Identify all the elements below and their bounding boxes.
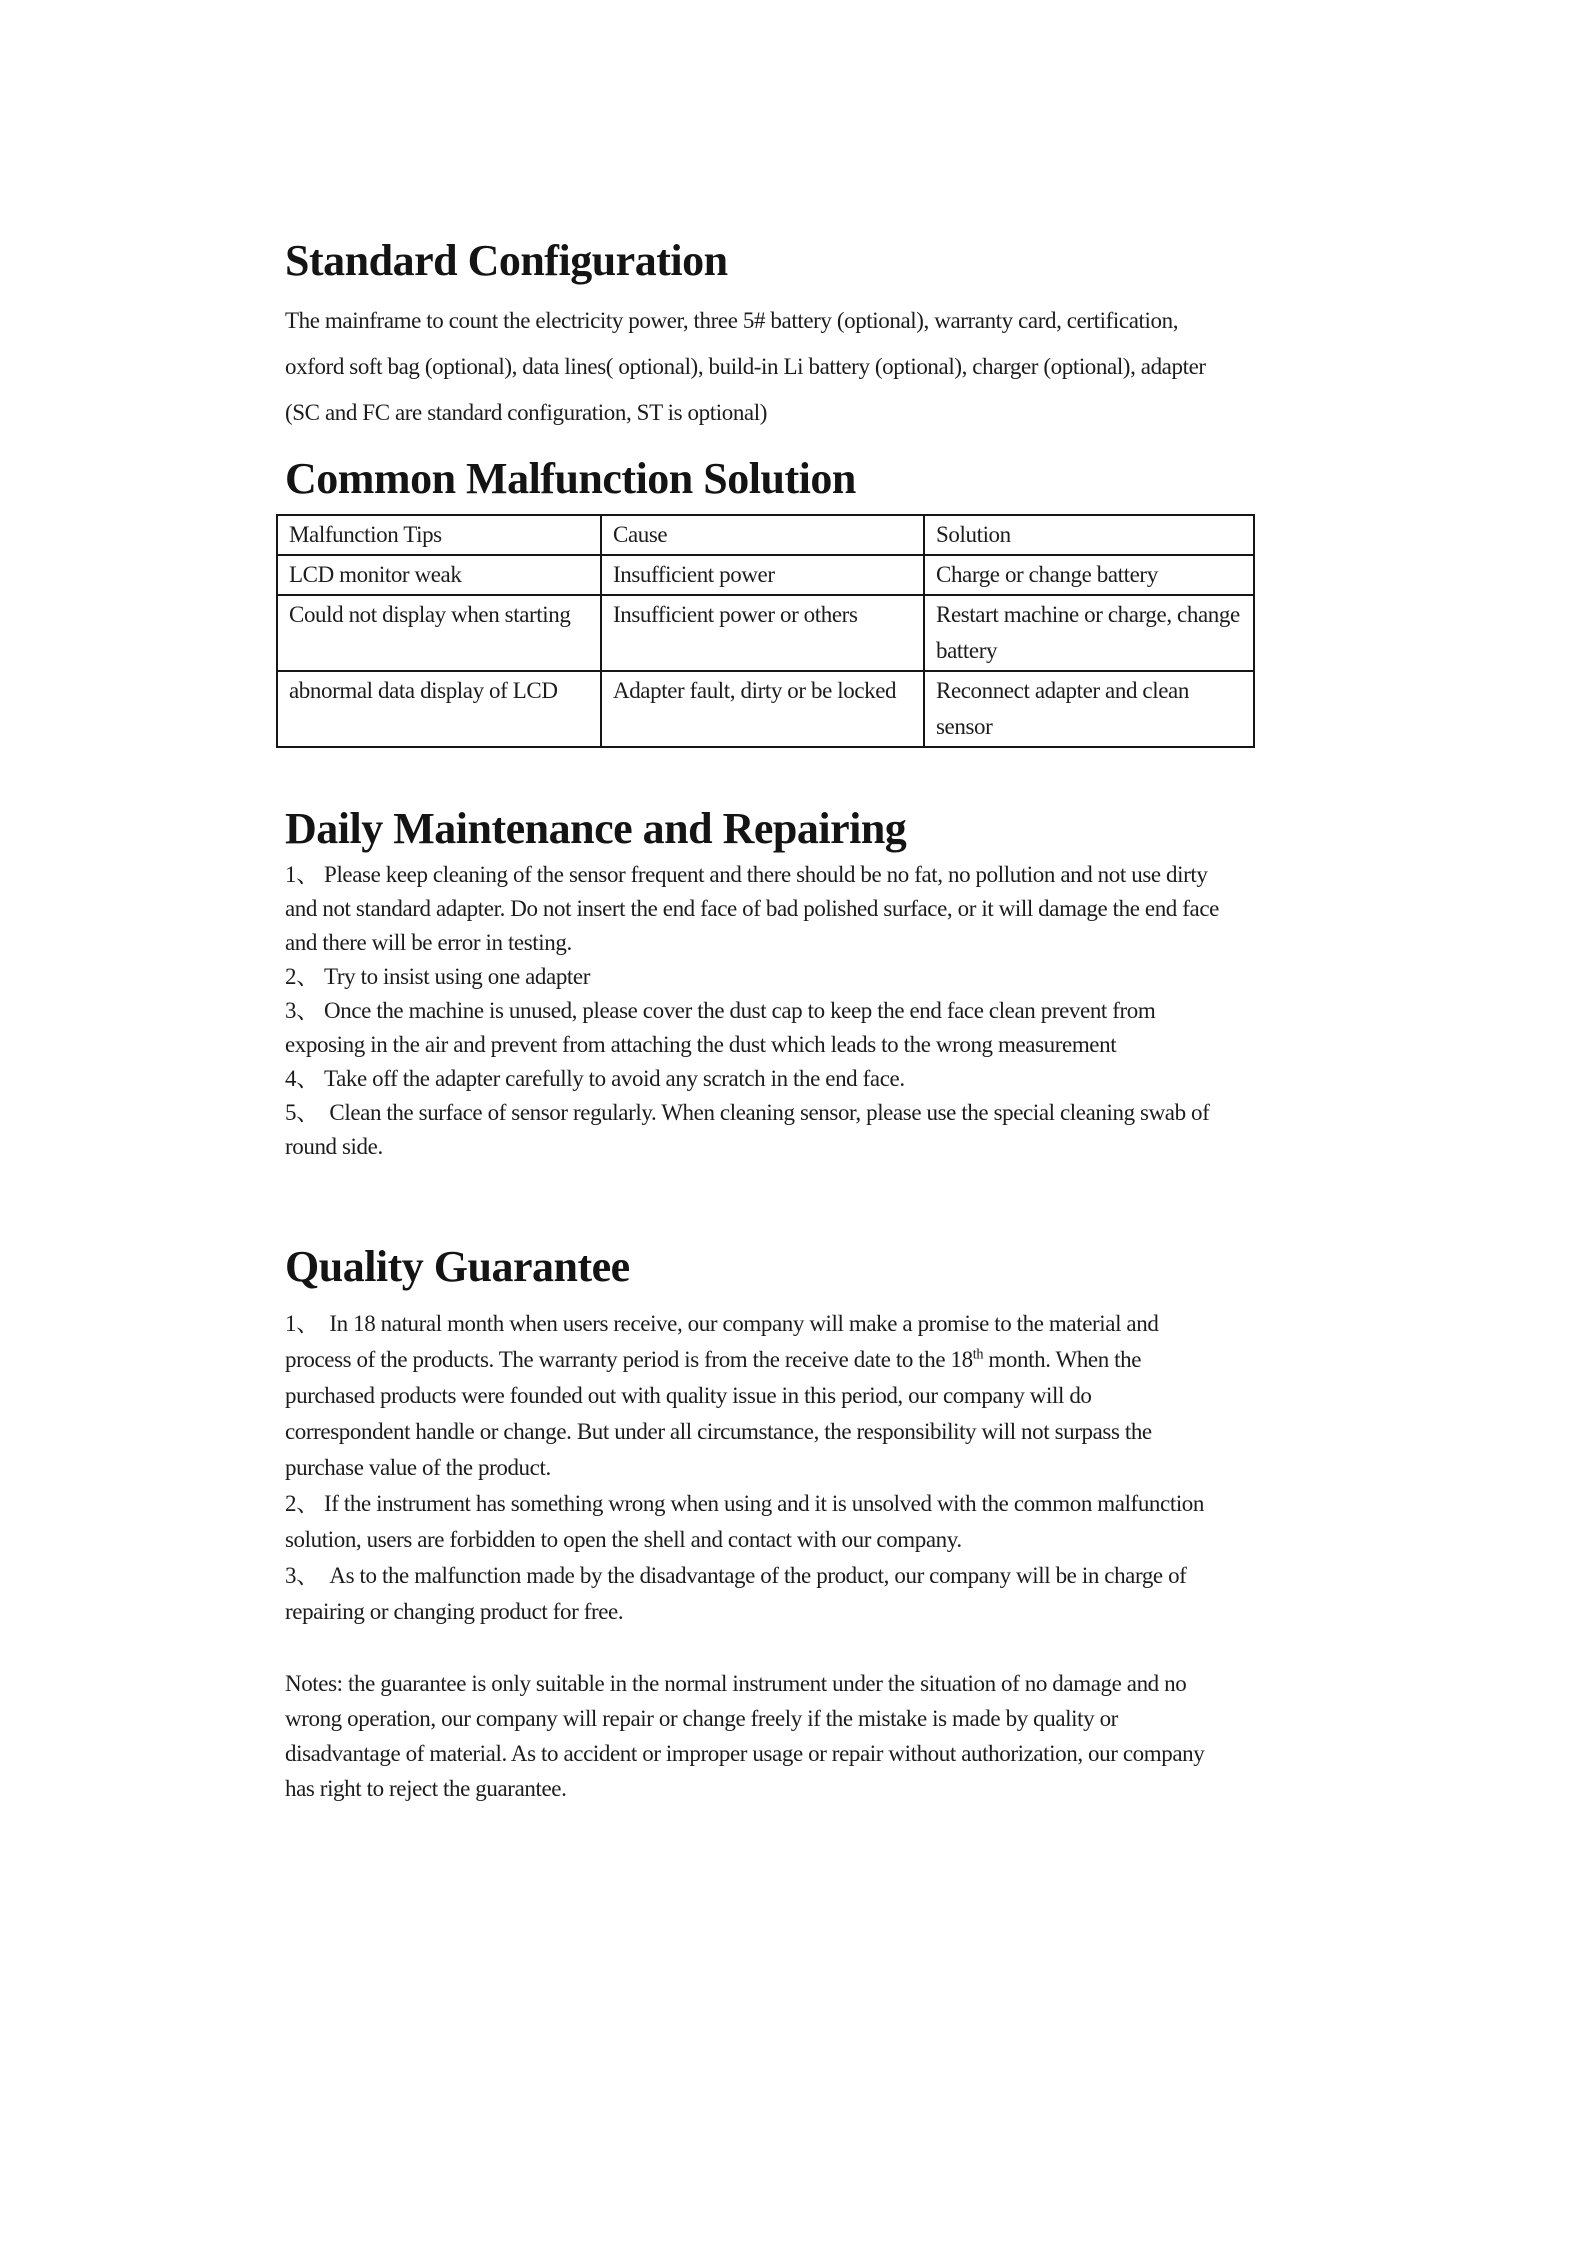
page-content [285,236,1240,1806]
cell-cause: Adapter fault, dirty or be locked [601,671,924,747]
table-row [277,595,1254,671]
standard-configuration-paragraph: The mainframe to count the electricity power, three 5# battery (optional), warranty card, certification, oxford soft bag (optional), data lines( optional), build-in Li battery (optional), charger (optional), adapter (SC and FC are standard configuration, ST is optional) [285,308,1212,425]
section-common-malfunction-solution [285,454,1240,748]
quality-guarantee-item: 3、 As to the malfunction made by the disadvantage of the product, our company will be in charge of repairing or changing product for free. [285,1563,1192,1624]
daily-maintenance-item: 5、 Clean the surface of sensor regularly. When cleaning sensor, please use the special cleaning swab of round side. [285,1100,1215,1159]
cell-cause: Insufficient power [601,555,924,595]
column-header-cause: Cause [601,515,924,555]
section-daily-maintenance [285,804,1225,1164]
cell-cause: Insufficient power or others [601,595,924,671]
ordinal-superscript: th [972,1346,984,1363]
quality-guarantee-item: 2、 If the instrument has something wrong when using and it is unsolved with the common malfunction solution, users are forbidden to open the shell and contact with our company. [285,1491,1210,1552]
cell-malfunction-tip: LCD monitor weak [277,555,601,595]
daily-maintenance-item: 4、 Take off the adapter carefully to avoid any scratch in the end face. [285,1066,905,1091]
malfunction-table-header-row [277,515,1254,555]
cell-solution: Charge or change battery [924,555,1254,595]
quality-item-text-after-superscript: month. When the purchased products were founded out with quality issue in this period, our company will do correspondent handle or change. But under all circumstance, the responsibility will not surpass the purchase value of the product. [285,1347,1158,1480]
quality-guarantee-heading: Quality Guarantee [285,1242,630,1291]
common-malfunction-solution-heading: Common Malfunction Solution [285,454,856,503]
table-row [277,555,1254,595]
guarantee-notes-paragraph: Notes: the guarantee is only suitable in the normal instrument under the situation of no damage and no wrong operation, our company will repair or change freely if the mistake is made by quality or disadvantage of material. As to accident or improper usage or repair without authorization, our company has right to reject the guarantee. [285,1671,1210,1801]
daily-maintenance-item: 2、 Try to insist using one adapter [285,964,590,989]
section-standard-configuration [285,236,1220,436]
column-header-solution: Solution [924,515,1254,555]
cell-malfunction-tip: Could not display when starting [277,595,601,671]
quality-guarantee-item [285,1306,1220,1486]
quality-guarantee-list [285,1306,1220,1630]
column-header-malfunction-tips: Malfunction Tips [277,515,601,555]
standard-configuration-heading: Standard Configuration [285,236,728,285]
daily-maintenance-heading: Daily Maintenance and Repairing [285,804,907,853]
cell-solution: Restart machine or charge, change battery [924,595,1254,671]
cell-solution: Reconnect adapter and clean sensor [924,671,1254,747]
daily-maintenance-item: 3、 Once the machine is unused, please cover the dust cap to keep the end face clean prevent from exposing in the air and prevent from attaching the dust which leads to the wrong measurement [285,998,1161,1057]
section-quality-guarantee [285,1242,1220,1806]
quality-item-text-before-superscript: 1、 In 18 natural month when users receive, our company will make a promise to the material and process of the products. The warranty period is from the receive date to the 18 [285,1311,1164,1372]
daily-maintenance-item: 1、 Please keep cleaning of the sensor frequent and there should be no fat, no pollution and not use dirty and not standard adapter. Do not insert the end face of bad polished surface, or it will damage the end face and there will be error in testing. [285,862,1225,955]
malfunction-table [276,514,1255,748]
cell-malfunction-tip: abnormal data display of LCD [277,671,601,747]
table-row [277,671,1254,747]
